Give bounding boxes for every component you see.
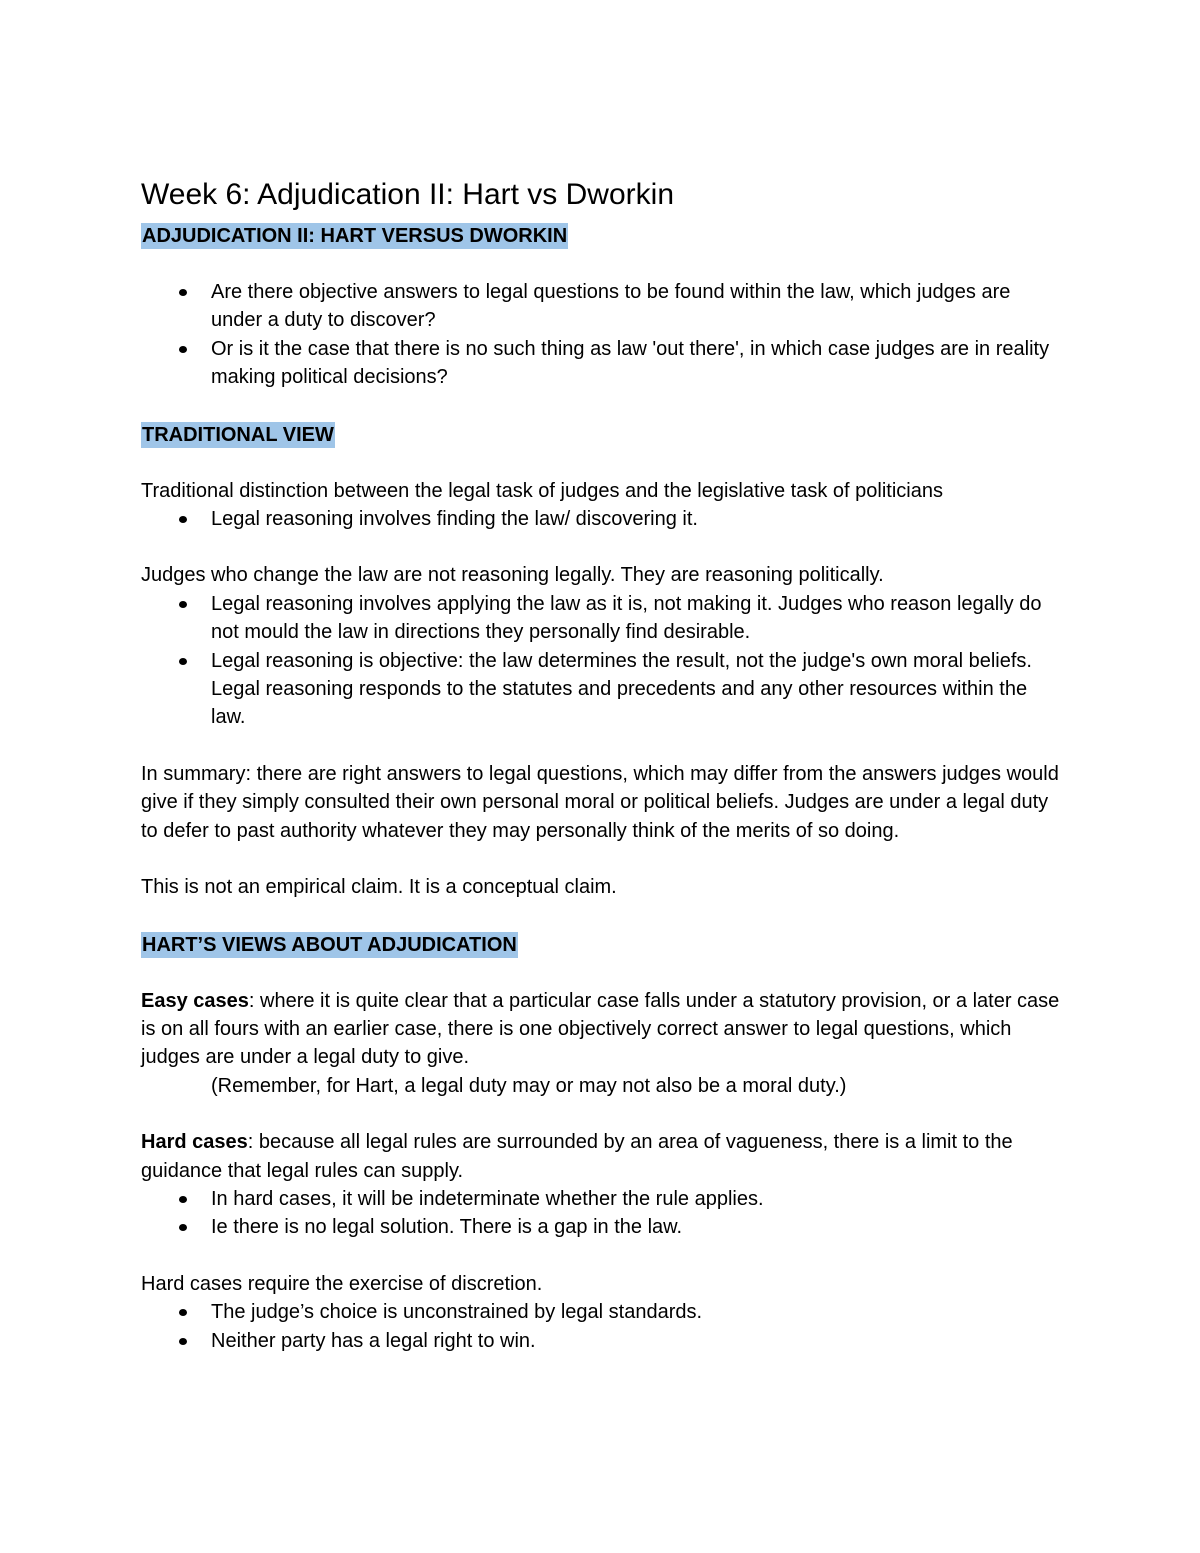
bullet-list (141, 590, 1061, 732)
paragraph: Hard cases require the exercise of discretion. (141, 1272, 543, 1295)
list-item: Legal reasoning involves finding the law/ discovering it. (141, 505, 1061, 533)
list-item: Legal reasoning involves applying the law as it is, not making it. Judges who reason legally do not mould the law in directions they personally find desirable. (141, 590, 1061, 647)
paragraph: Traditional distinction between the legal task of judges and the legislative task of politicians (141, 479, 943, 502)
section-heading-traditional-view: TRADITIONAL VIEW (142, 423, 334, 446)
page-title: Week 6: Adjudication II: Hart vs Dworkin (141, 178, 674, 211)
document-page (141, 176, 1061, 1355)
section-heading-adjudication: ADJUDICATION II: HART VERSUS DWORKIN (142, 225, 568, 247)
hard-cases-label: Hard cases (141, 1131, 248, 1154)
summary-paragraph: In summary: there are right answers to legal questions, which may differ from the answers judges would give if they simply consulted their own personal moral or political beliefs. Judges are under a legal duty to defer to past authority whatever they may personally think of the merits of so doing. (141, 762, 1059, 842)
bullet-list (141, 1185, 1061, 1242)
easy-cases-note: (Remember, for Hart, a legal duty may or may not also be a moral duty.) (211, 1074, 847, 1097)
bullet-list (141, 1298, 1061, 1355)
list-item: Neither party has a legal right to win. (141, 1327, 1061, 1355)
hard-cases-text: : because all legal rules are surrounded by an area of vagueness, there is a limit to the guidance that legal rules can supply. (141, 1131, 1013, 1182)
list-item: Ie there is no legal solution. There is a gap in the law. (141, 1213, 1061, 1241)
list-item: Are there objective answers to legal questions to be found within the law, which judges are under a duty to discover? (141, 278, 1061, 335)
paragraph: This is not an empirical claim. It is a conceptual claim. (141, 876, 617, 899)
easy-cases-text: : where it is quite clear that a particular case falls under a statutory provision, or a later case is on all fours with an earlier case, there is one objectively correct answer to legal questions, which judges are under a legal duty to give. (141, 989, 1060, 1069)
list-item: Or is it the case that there is no such thing as law 'out there', in which case judges are in reality making political decisions? (141, 335, 1061, 392)
list-item: The judge’s choice is unconstrained by legal standards. (141, 1298, 1061, 1326)
easy-cases-paragraph (141, 987, 1061, 1072)
paragraph: Judges who change the law are not reasoning legally. They are reasoning politically. (141, 564, 884, 587)
list-item: In hard cases, it will be indeterminate whether the rule applies. (141, 1185, 1061, 1213)
bullet-list (141, 278, 1061, 392)
section-heading-harts-views: HART’S VIEWS ABOUT ADJUDICATION (142, 933, 517, 956)
easy-cases-label: Easy cases (141, 989, 249, 1012)
bullet-list (141, 505, 1061, 533)
hard-cases-paragraph (141, 1128, 1061, 1185)
list-item: Legal reasoning is objective: the law determines the result, not the judge's own moral beliefs. Legal reasoning responds to the statutes and precedents and any other resources within the law. (141, 647, 1061, 732)
